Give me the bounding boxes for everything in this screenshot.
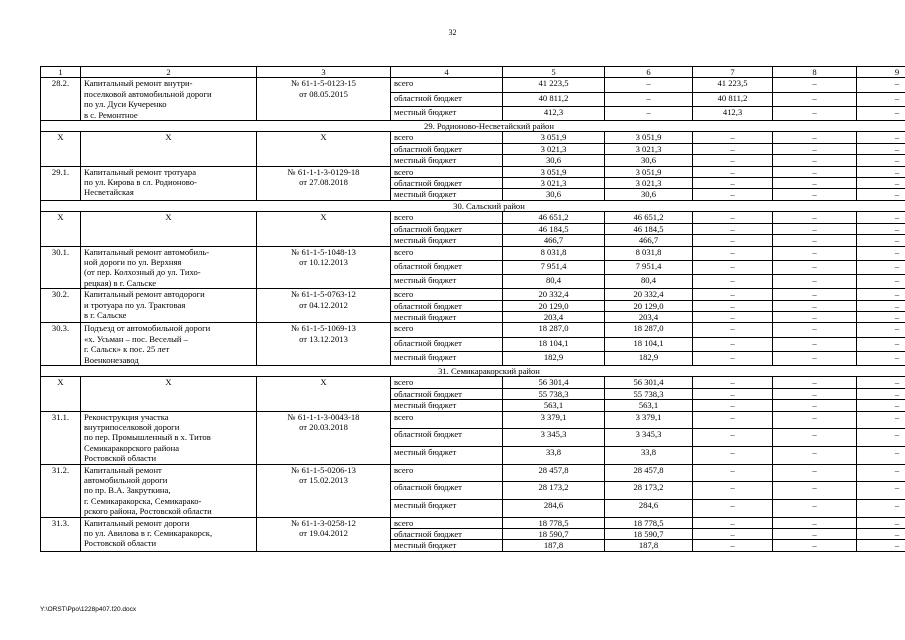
- item-number: 28.2.: [41, 78, 81, 121]
- amount-cell-v5: 30,6: [503, 155, 605, 166]
- funding-source-label: всего: [391, 289, 503, 300]
- amount-cell-v8: –: [773, 446, 857, 464]
- amount-cell-v9: –: [857, 482, 905, 500]
- amount-cell-v9: –: [857, 189, 905, 200]
- header-cell: 9: [857, 67, 905, 78]
- funding-source-label: местный бюджет: [391, 155, 503, 166]
- item-reference: № 61-1-5-1048-13 от 10.12.2013: [257, 246, 391, 289]
- file-path-footer: Y:\ORST\Ppo\1228p407.f20.docx: [40, 606, 137, 613]
- amount-cell-v6: 28 173,2: [605, 482, 693, 500]
- amount-cell-v9: –: [857, 246, 905, 260]
- funding-source-label: областной бюджет: [391, 223, 503, 234]
- amount-cell-v6: 20 129,0: [605, 300, 693, 311]
- funding-source-label: всего: [391, 411, 503, 429]
- amount-cell-v8: –: [773, 323, 857, 337]
- amount-cell-v7: –: [693, 274, 773, 288]
- amount-cell-v5: 3 021,3: [503, 178, 605, 189]
- amount-cell-v8: –: [773, 482, 857, 500]
- amount-cell-v9: –: [857, 289, 905, 300]
- amount-cell-v5: 3 051,9: [503, 166, 605, 177]
- amount-cell-v8: –: [773, 155, 857, 166]
- amount-cell-v5: 56 301,4: [503, 377, 605, 388]
- amount-cell-v7: –: [693, 132, 773, 143]
- item-number: 30.2.: [41, 289, 81, 323]
- item-description: Капитальный ремонт автодороги и тротуара по ул. Трактовая в г. Сальске: [81, 289, 257, 323]
- item-reference: № 61-1-5-0763-12 от 04.12.2012: [257, 289, 391, 323]
- amount-cell-v8: –: [773, 499, 857, 517]
- item-number: 31.2.: [41, 464, 81, 517]
- table-row: [41, 377, 905, 388]
- amount-cell-v8: –: [773, 143, 857, 154]
- amount-cell-v8: –: [773, 212, 857, 223]
- amount-cell-v7: –: [693, 464, 773, 482]
- amount-cell-v8: –: [773, 246, 857, 260]
- amount-cell-v6: –: [605, 78, 693, 92]
- item-number: 29.1.: [41, 166, 81, 200]
- amount-cell-v9: –: [857, 446, 905, 464]
- amount-cell-v9: –: [857, 323, 905, 337]
- amount-cell-v6: 18 104,1: [605, 337, 693, 351]
- funding-source-label: местный бюджет: [391, 106, 503, 120]
- item-description: Капитальный ремонт тротуара по ул. Кирова в сл. Родионово- Несветайская: [81, 166, 257, 200]
- amount-cell-v5: 466,7: [503, 235, 605, 246]
- amount-cell-v7: –: [693, 289, 773, 300]
- amount-cell-v9: –: [857, 400, 905, 411]
- amount-cell-v5: 187,8: [503, 540, 605, 551]
- amount-cell-v8: –: [773, 274, 857, 288]
- funding-source-label: областной бюджет: [391, 143, 503, 154]
- amount-cell-v6: 8 031,8: [605, 246, 693, 260]
- funding-source-label: всего: [391, 464, 503, 482]
- header-cell: 7: [693, 67, 773, 78]
- item-reference: № 61-1-1-3-0129-18 от 27.08.2018: [257, 166, 391, 200]
- item-description: Капитальный ремонт внутри- поселковой автомобильной дороги по ул. Дуси Кучеренко в с. Ремонтное: [81, 78, 257, 121]
- amount-cell-v6: 3 021,3: [605, 178, 693, 189]
- funding-source-label: областной бюджет: [391, 429, 503, 447]
- amount-cell-v9: –: [857, 351, 905, 365]
- amount-cell-v9: –: [857, 143, 905, 154]
- item-number: 31.1.: [41, 411, 81, 464]
- funding-source-label: областной бюджет: [391, 92, 503, 106]
- amount-cell-v5: 18 590,7: [503, 529, 605, 540]
- funding-source-label: всего: [391, 323, 503, 337]
- amount-cell-v9: –: [857, 106, 905, 120]
- amount-cell-v9: –: [857, 260, 905, 274]
- amount-cell-v7: –: [693, 178, 773, 189]
- amount-cell-v5: 182,9: [503, 351, 605, 365]
- amount-cell-v7: –: [693, 351, 773, 365]
- item-reference: № 61-1-3-0258-12 от 19.04.2012: [257, 517, 391, 551]
- amount-cell-v7: –: [693, 155, 773, 166]
- funding-source-label: местный бюджет: [391, 235, 503, 246]
- funding-source-label: местный бюджет: [391, 499, 503, 517]
- amount-cell-v5: 563,1: [503, 400, 605, 411]
- amount-cell-v9: –: [857, 300, 905, 311]
- amount-cell-v9: –: [857, 78, 905, 92]
- amount-cell-v7: –: [693, 223, 773, 234]
- table-row: [41, 166, 905, 177]
- amount-cell-v9: –: [857, 212, 905, 223]
- amount-cell-v8: –: [773, 166, 857, 177]
- amount-cell-v7: –: [693, 143, 773, 154]
- item-reference: № 61-1-5-0123-15 от 08.05.2015: [257, 78, 391, 121]
- funding-source-label: местный бюджет: [391, 189, 503, 200]
- header-cell: 2: [81, 67, 257, 78]
- amount-cell-v7: –: [693, 300, 773, 311]
- amount-cell-v6: 7 951,4: [605, 260, 693, 274]
- funding-source-label: всего: [391, 246, 503, 260]
- table-row: [41, 246, 905, 260]
- amount-cell-v5: 55 738,3: [503, 388, 605, 399]
- amount-cell-v7: 412,3: [693, 106, 773, 120]
- section-title: 29. Родионово-Несветайский район: [41, 121, 905, 132]
- header-cell: 6: [605, 67, 693, 78]
- amount-cell-v5: 28 457,8: [503, 464, 605, 482]
- amount-cell-v7: –: [693, 260, 773, 274]
- amount-cell-v7: –: [693, 499, 773, 517]
- amount-cell-v6: 3 051,9: [605, 132, 693, 143]
- amount-cell-v8: –: [773, 106, 857, 120]
- header-cell: 1: [41, 67, 81, 78]
- item-reference: Х: [257, 132, 391, 166]
- amount-cell-v7: –: [693, 446, 773, 464]
- funding-source-label: местный бюджет: [391, 540, 503, 551]
- amount-cell-v8: –: [773, 132, 857, 143]
- item-number: 30.3.: [41, 323, 81, 366]
- amount-cell-v9: –: [857, 377, 905, 388]
- amount-cell-v5: 33,8: [503, 446, 605, 464]
- amount-cell-v5: 46 651,2: [503, 212, 605, 223]
- amount-cell-v8: –: [773, 178, 857, 189]
- amount-cell-v7: 40 811,2: [693, 92, 773, 106]
- header-cell: 5: [503, 67, 605, 78]
- funding-source-label: местный бюджет: [391, 311, 503, 322]
- amount-cell-v5: 3 379,1: [503, 411, 605, 429]
- amount-cell-v8: –: [773, 337, 857, 351]
- amount-cell-v6: 33,8: [605, 446, 693, 464]
- amount-cell-v7: –: [693, 189, 773, 200]
- section-title: 30. Сальский район: [41, 200, 905, 211]
- amount-cell-v7: –: [693, 337, 773, 351]
- amount-cell-v5: 46 184,5: [503, 223, 605, 234]
- amount-cell-v6: 3 379,1: [605, 411, 693, 429]
- amount-cell-v5: 203,4: [503, 311, 605, 322]
- table-body: [41, 67, 905, 552]
- amount-cell-v7: –: [693, 166, 773, 177]
- item-reference: Х: [257, 377, 391, 411]
- amount-cell-v5: 284,6: [503, 499, 605, 517]
- amount-cell-v6: 18 590,7: [605, 529, 693, 540]
- amount-cell-v8: –: [773, 464, 857, 482]
- funding-source-label: областной бюджет: [391, 260, 503, 274]
- amount-cell-v9: –: [857, 411, 905, 429]
- amount-cell-v6: 55 738,3: [605, 388, 693, 399]
- amount-cell-v6: 563,1: [605, 400, 693, 411]
- amount-cell-v5: 3 051,9: [503, 132, 605, 143]
- amount-cell-v6: 3 021,3: [605, 143, 693, 154]
- amount-cell-v7: –: [693, 411, 773, 429]
- item-number: 31.3.: [41, 517, 81, 551]
- funding-source-label: местный бюджет: [391, 274, 503, 288]
- page-number: 32: [448, 28, 457, 37]
- amount-cell-v9: –: [857, 529, 905, 540]
- amount-cell-v8: –: [773, 411, 857, 429]
- funding-source-label: всего: [391, 166, 503, 177]
- amount-cell-v5: 18 104,1: [503, 337, 605, 351]
- header-cell: 3: [257, 67, 391, 78]
- amount-cell-v9: –: [857, 132, 905, 143]
- amount-cell-v7: –: [693, 246, 773, 260]
- item-description: Капитальный ремонт дороги по ул. Авилова в г. Семикаракорск, Ростовской области: [81, 517, 257, 551]
- amount-cell-v8: –: [773, 517, 857, 528]
- table-row: [41, 411, 905, 429]
- amount-cell-v6: 30,6: [605, 189, 693, 200]
- header-cell: 4: [391, 67, 503, 78]
- item-reference: № 61-1-5-1069-13 от 13.12.2013: [257, 323, 391, 366]
- funding-source-label: всего: [391, 78, 503, 92]
- amount-cell-v7: –: [693, 482, 773, 500]
- amount-cell-v6: 46 184,5: [605, 223, 693, 234]
- amount-cell-v5: 7 951,4: [503, 260, 605, 274]
- amount-cell-v8: –: [773, 351, 857, 365]
- item-reference: № 61-1-5-0206-13 от 15.02.2013: [257, 464, 391, 517]
- funding-source-label: областной бюджет: [391, 482, 503, 500]
- section-title: 31. Семикаракорский район: [41, 365, 905, 376]
- amount-cell-v6: 284,6: [605, 499, 693, 517]
- amount-cell-v9: –: [857, 388, 905, 399]
- amount-cell-v8: –: [773, 311, 857, 322]
- table-row: [41, 517, 905, 528]
- funding-source-label: областной бюджет: [391, 388, 503, 399]
- amount-cell-v8: –: [773, 540, 857, 551]
- item-reference: Х: [257, 212, 391, 246]
- amount-cell-v7: –: [693, 323, 773, 337]
- amount-cell-v9: –: [857, 178, 905, 189]
- amount-cell-v6: 28 457,8: [605, 464, 693, 482]
- amount-cell-v7: –: [693, 212, 773, 223]
- funding-source-label: областной бюджет: [391, 300, 503, 311]
- amount-cell-v7: –: [693, 235, 773, 246]
- funding-source-label: всего: [391, 517, 503, 528]
- amount-cell-v9: –: [857, 166, 905, 177]
- amount-cell-v8: –: [773, 78, 857, 92]
- funding-source-label: областной бюджет: [391, 529, 503, 540]
- amount-cell-v5: 20 332,4: [503, 289, 605, 300]
- amount-cell-v9: –: [857, 464, 905, 482]
- amount-cell-v5: 8 031,8: [503, 246, 605, 260]
- amount-cell-v9: –: [857, 499, 905, 517]
- amount-cell-v7: –: [693, 311, 773, 322]
- amount-cell-v8: –: [773, 300, 857, 311]
- amount-cell-v6: 203,4: [605, 311, 693, 322]
- amount-cell-v8: –: [773, 377, 857, 388]
- amount-cell-v7: –: [693, 540, 773, 551]
- budget-table: [40, 66, 905, 552]
- amount-cell-v7: –: [693, 529, 773, 540]
- table-row: [41, 289, 905, 300]
- amount-cell-v6: 46 651,2: [605, 212, 693, 223]
- item-description: Реконструкция участка внутрипоселковой дороги по пер. Промышленный в х. Титов Семикаракорского района Ростовской области: [81, 411, 257, 464]
- amount-cell-v7: –: [693, 400, 773, 411]
- amount-cell-v5: 41 223,5: [503, 78, 605, 92]
- amount-cell-v5: 3 021,3: [503, 143, 605, 154]
- amount-cell-v6: 20 332,4: [605, 289, 693, 300]
- amount-cell-v6: 18 287,0: [605, 323, 693, 337]
- amount-cell-v9: –: [857, 337, 905, 351]
- table-row: [41, 323, 905, 337]
- amount-cell-v9: –: [857, 540, 905, 551]
- amount-cell-v6: 80,4: [605, 274, 693, 288]
- amount-cell-v8: –: [773, 235, 857, 246]
- amount-cell-v8: –: [773, 289, 857, 300]
- amount-cell-v9: –: [857, 429, 905, 447]
- item-description: Капитальный ремонт автомобильной дороги по пр. В.А. Закруткина, г. Семикаракорска, Семикарако- рского района, Ростовской области: [81, 464, 257, 517]
- amount-cell-v6: 3 345,3: [605, 429, 693, 447]
- amount-cell-v8: –: [773, 260, 857, 274]
- amount-cell-v8: –: [773, 92, 857, 106]
- amount-cell-v7: –: [693, 388, 773, 399]
- amount-cell-v9: –: [857, 517, 905, 528]
- amount-cell-v7: 41 223,5: [693, 78, 773, 92]
- amount-cell-v7: –: [693, 517, 773, 528]
- amount-cell-v5: 40 811,2: [503, 92, 605, 106]
- amount-cell-v9: –: [857, 92, 905, 106]
- funding-source-label: всего: [391, 132, 503, 143]
- funding-source-label: местный бюджет: [391, 446, 503, 464]
- header-row: [41, 67, 905, 78]
- item-description: Х: [81, 212, 257, 246]
- item-number: Х: [41, 132, 81, 166]
- amount-cell-v9: –: [857, 235, 905, 246]
- header-cell: 8: [773, 67, 857, 78]
- funding-source-label: областной бюджет: [391, 337, 503, 351]
- amount-cell-v9: –: [857, 223, 905, 234]
- amount-cell-v8: –: [773, 189, 857, 200]
- section-row: [41, 365, 905, 376]
- funding-source-label: всего: [391, 212, 503, 223]
- item-reference: № 61-1-1-3-0043-18 от 20.03.2018: [257, 411, 391, 464]
- amount-cell-v6: 466,7: [605, 235, 693, 246]
- amount-cell-v6: –: [605, 92, 693, 106]
- amount-cell-v5: 20 129,0: [503, 300, 605, 311]
- item-description: Х: [81, 377, 257, 411]
- item-description: Капитальный ремонт автомобиль- ной дороги по ул. Верхняя (от пер. Колхозный до ул. Тихо- рецкая) в г. Сальске: [81, 246, 257, 289]
- funding-source-label: всего: [391, 377, 503, 388]
- funding-source-label: местный бюджет: [391, 351, 503, 365]
- item-number: 30.1.: [41, 246, 81, 289]
- amount-cell-v8: –: [773, 223, 857, 234]
- item-number: Х: [41, 377, 81, 411]
- amount-cell-v8: –: [773, 529, 857, 540]
- amount-cell-v7: –: [693, 377, 773, 388]
- amount-cell-v8: –: [773, 388, 857, 399]
- table-row: [41, 78, 905, 92]
- amount-cell-v5: 80,4: [503, 274, 605, 288]
- amount-cell-v6: 30,6: [605, 155, 693, 166]
- amount-cell-v9: –: [857, 274, 905, 288]
- funding-source-label: местный бюджет: [391, 400, 503, 411]
- amount-cell-v5: 28 173,2: [503, 482, 605, 500]
- amount-cell-v6: 18 778,5: [605, 517, 693, 528]
- amount-cell-v8: –: [773, 429, 857, 447]
- item-number: Х: [41, 212, 81, 246]
- item-description: Х: [81, 132, 257, 166]
- amount-cell-v6: 182,9: [605, 351, 693, 365]
- amount-cell-v6: –: [605, 106, 693, 120]
- funding-source-label: областной бюджет: [391, 178, 503, 189]
- amount-cell-v7: –: [693, 429, 773, 447]
- amount-cell-v9: –: [857, 155, 905, 166]
- section-row: [41, 200, 905, 211]
- amount-cell-v9: –: [857, 311, 905, 322]
- amount-cell-v5: 3 345,3: [503, 429, 605, 447]
- amount-cell-v6: 187,8: [605, 540, 693, 551]
- table-row: [41, 464, 905, 482]
- table-row: [41, 212, 905, 223]
- amount-cell-v6: 3 051,9: [605, 166, 693, 177]
- amount-cell-v6: 56 301,4: [605, 377, 693, 388]
- table-row: [41, 132, 905, 143]
- amount-cell-v5: 412,3: [503, 106, 605, 120]
- amount-cell-v8: –: [773, 400, 857, 411]
- amount-cell-v5: 18 778,5: [503, 517, 605, 528]
- item-description: Подъезд от автомобильной дороги «х. Усьман – пос. Веселый – г. Сальск» к пос. 25 лет Военконезавод: [81, 323, 257, 366]
- amount-cell-v5: 30,6: [503, 189, 605, 200]
- section-row: [41, 121, 905, 132]
- amount-cell-v5: 18 287,0: [503, 323, 605, 337]
